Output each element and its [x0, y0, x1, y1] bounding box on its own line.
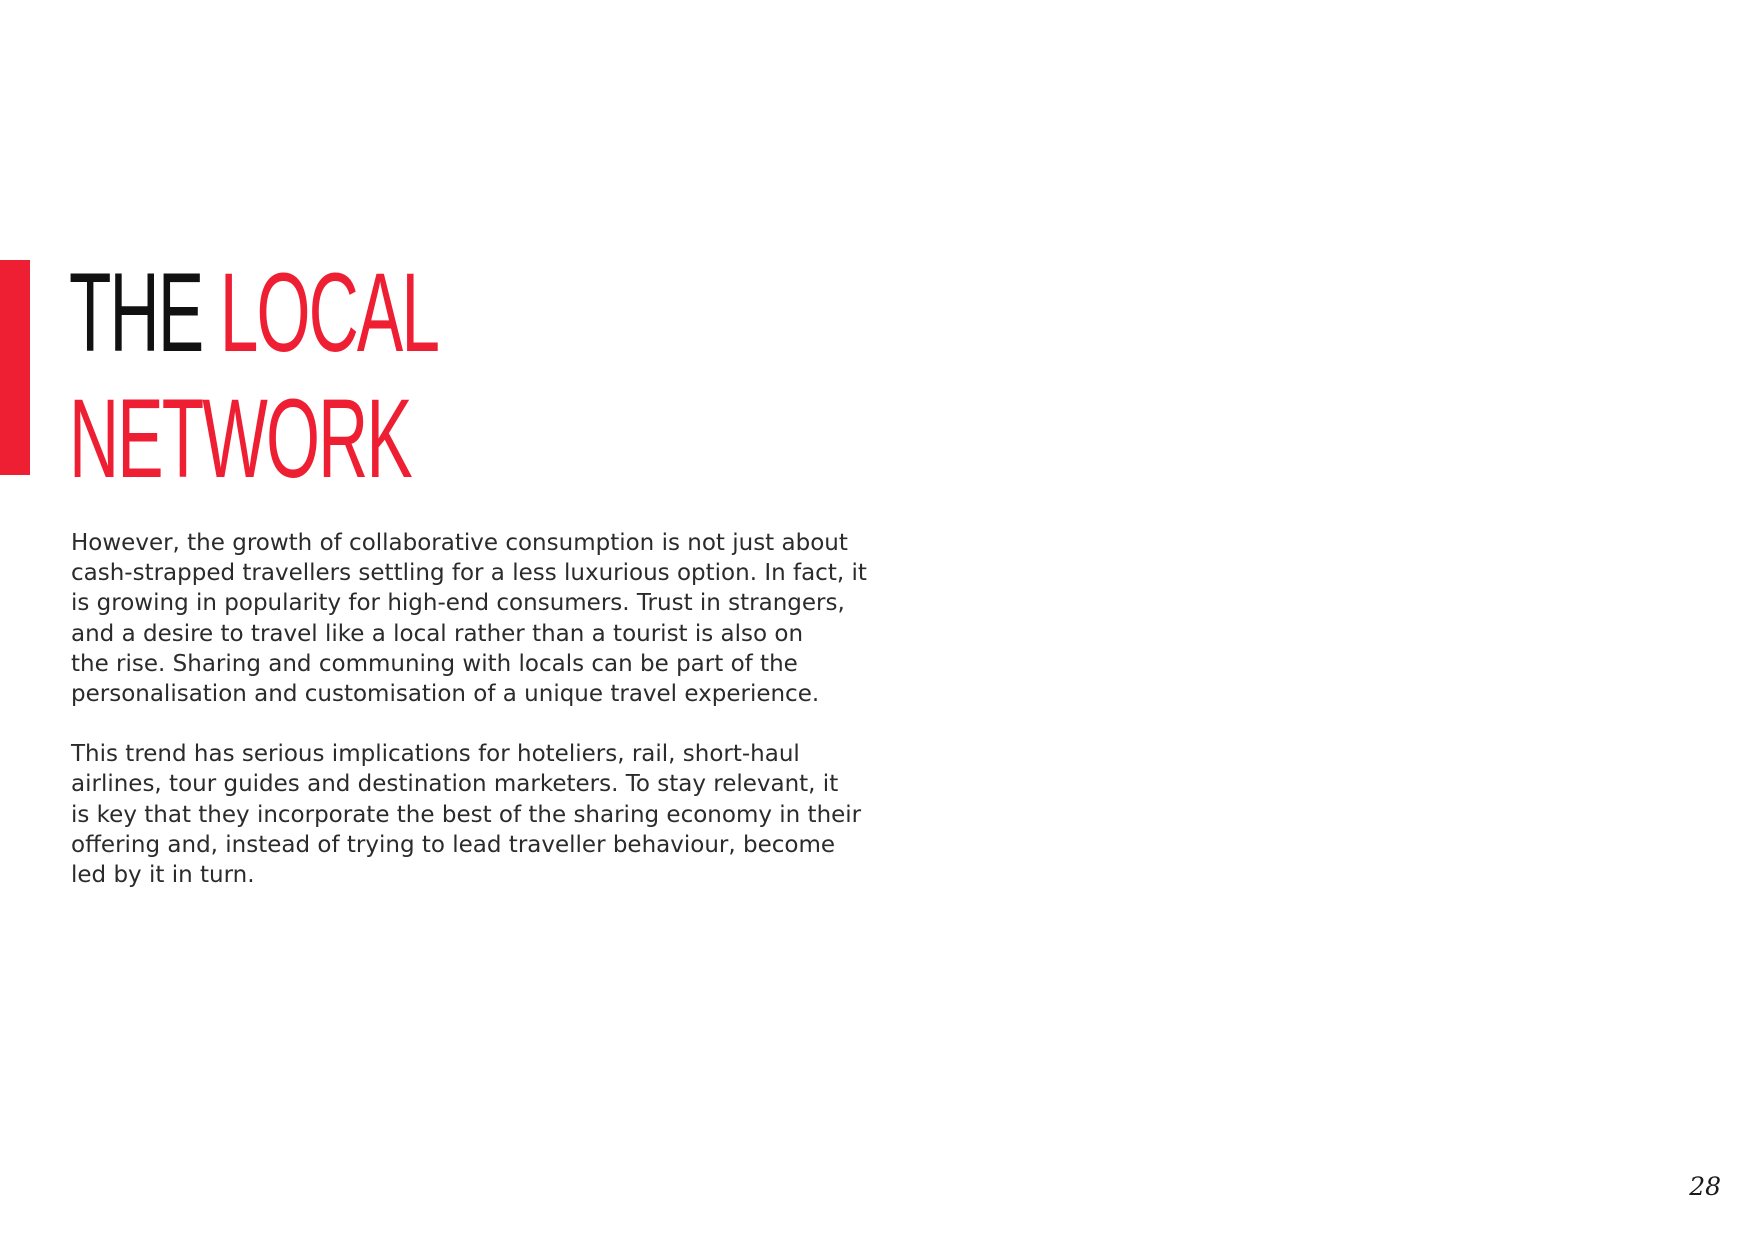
paragraph-1: However, the growth of collaborative consumption is not just about cash-strapped travellers settling for a less luxurious option. In fact, it is growing in popularity for high-end consumers. Trust in strangers, and a desire to travel like a local rather than a tourist is also on the rise. Sharing and communing with locals can be part of the personalisation and customisation of a unique travel experience. — [71, 530, 867, 708]
title-word-local: LOCAL — [219, 250, 439, 375]
page-number: 28 — [1689, 1172, 1721, 1201]
accent-bar — [0, 260, 30, 475]
body-text — [71, 528, 891, 920]
title-word-the: THE — [69, 250, 203, 375]
title-word-network: NETWORK — [69, 376, 411, 501]
paragraph-2: This trend has serious implications for hoteliers, rail, short-haul airlines, tour guides and destination marketers. To stay relevant, it is key that they incorporate the best of the sharing economy in their offering and, instead of trying to lead traveller behaviour, become led by it in turn. — [71, 741, 862, 889]
page-title — [69, 250, 438, 502]
